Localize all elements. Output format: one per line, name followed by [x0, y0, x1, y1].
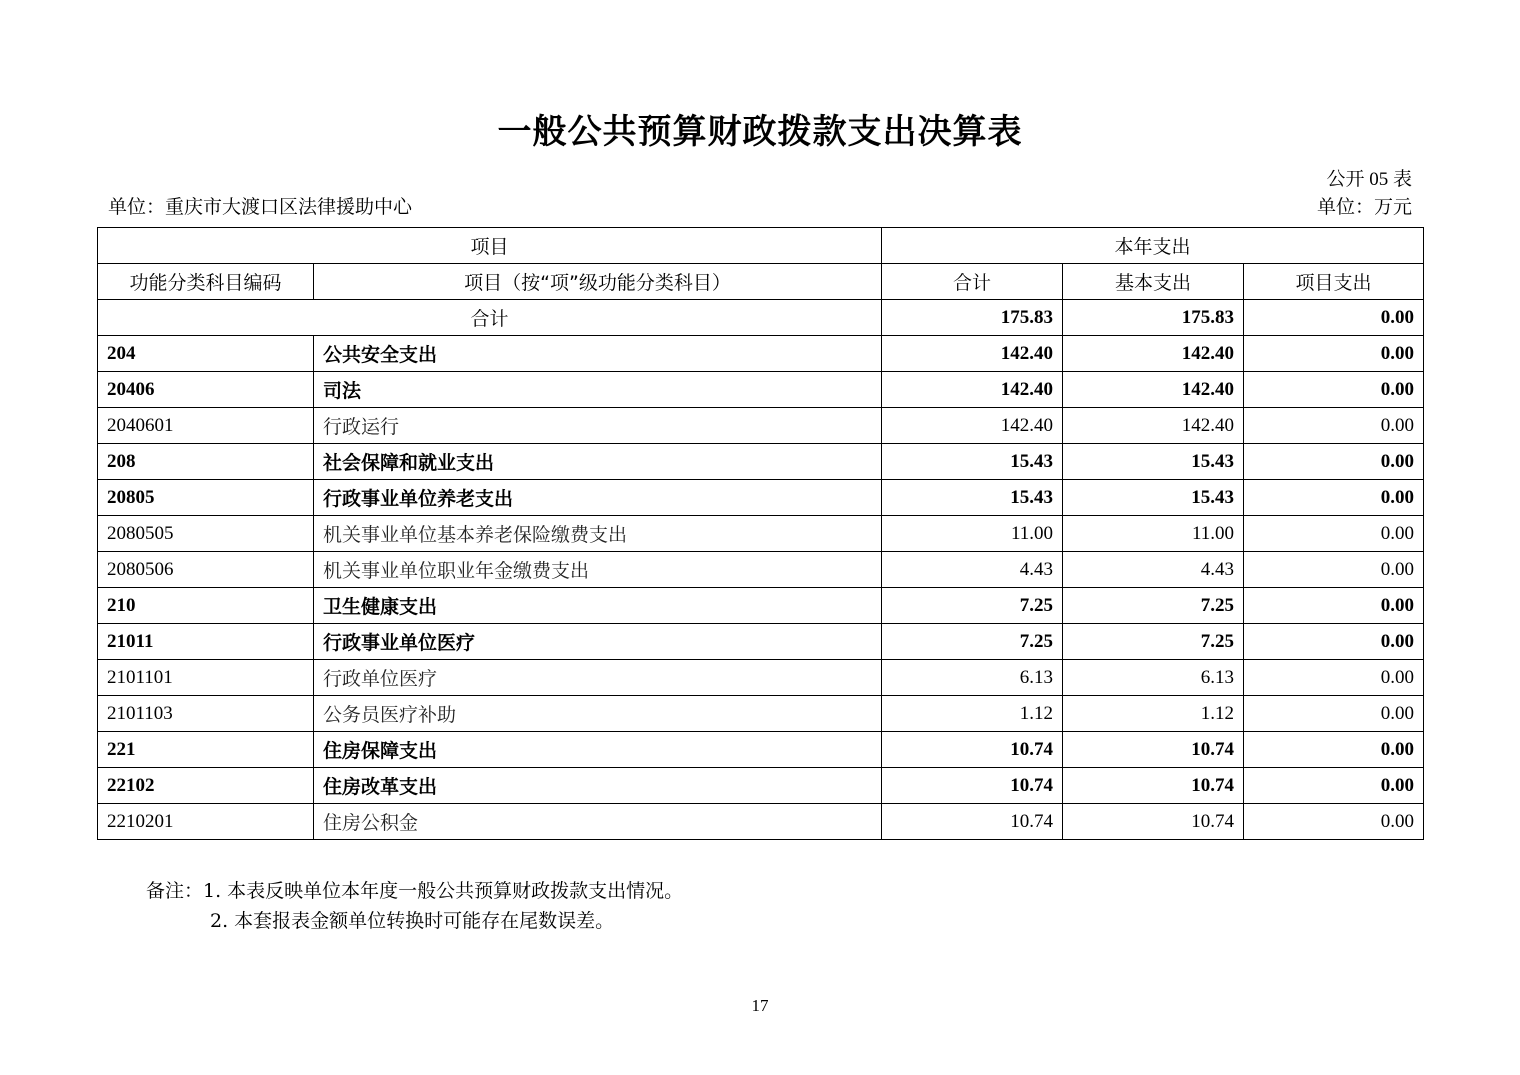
- row-name: 行政单位医疗: [314, 660, 882, 696]
- row-name: 公共安全支出: [314, 336, 882, 372]
- row-total: 142.40: [882, 336, 1063, 372]
- row-project: 0.00: [1244, 660, 1424, 696]
- unit-currency: 单位：万元: [1316, 196, 1412, 218]
- row-basic: 7.25: [1063, 588, 1244, 624]
- unit-organization: 单位：重庆市大渡口区法律援助中心: [108, 196, 413, 218]
- row-project: 0.00: [1244, 444, 1424, 480]
- row-project: 0.00: [1244, 804, 1424, 840]
- row-total: 142.40: [882, 372, 1063, 408]
- header-basic: 基本支出: [1063, 264, 1244, 300]
- row-total: 142.40: [882, 408, 1063, 444]
- row-basic: 142.40: [1063, 408, 1244, 444]
- row-name: 机关事业单位职业年金缴费支出: [314, 552, 882, 588]
- table-row: [98, 552, 1424, 588]
- table-row: [98, 732, 1424, 768]
- row-code: 210: [98, 588, 314, 624]
- total-amount: 175.83: [882, 300, 1063, 336]
- row-code: 20805: [98, 480, 314, 516]
- row-name: 行政事业单位养老支出: [314, 480, 882, 516]
- row-total: 1.12: [882, 696, 1063, 732]
- page-number: 17: [751, 996, 769, 1015]
- row-project: 0.00: [1244, 372, 1424, 408]
- row-total: 4.43: [882, 552, 1063, 588]
- row-project: 0.00: [1244, 624, 1424, 660]
- table-row: [98, 480, 1424, 516]
- row-name: 司法: [314, 372, 882, 408]
- table-row: [98, 768, 1424, 804]
- row-project: 0.00: [1244, 408, 1424, 444]
- row-basic: 4.43: [1063, 552, 1244, 588]
- table-row: [98, 624, 1424, 660]
- row-code: 2210201: [98, 804, 314, 840]
- row-basic: 1.12: [1063, 696, 1244, 732]
- total-basic: 175.83: [1063, 300, 1244, 336]
- header-row-2: [98, 264, 1424, 300]
- page-title: 一般公共预算财政拨款支出决算表: [497, 112, 1023, 152]
- row-basic: 11.00: [1063, 516, 1244, 552]
- table-row: [98, 660, 1424, 696]
- row-name: 行政运行: [314, 408, 882, 444]
- row-code: 204: [98, 336, 314, 372]
- row-basic: 10.74: [1063, 732, 1244, 768]
- header-project-expense: 项目支出: [1244, 264, 1424, 300]
- table-row: [98, 696, 1424, 732]
- row-project: 0.00: [1244, 696, 1424, 732]
- row-project: 0.00: [1244, 552, 1424, 588]
- row-code: 2080505: [98, 516, 314, 552]
- header-project: 项目: [98, 228, 882, 264]
- row-basic: 142.40: [1063, 336, 1244, 372]
- table-row: [98, 336, 1424, 372]
- row-total: 11.00: [882, 516, 1063, 552]
- row-project: 0.00: [1244, 336, 1424, 372]
- row-code: 20406: [98, 372, 314, 408]
- row-basic: 15.43: [1063, 480, 1244, 516]
- row-total: 15.43: [882, 480, 1063, 516]
- table-row: [98, 588, 1424, 624]
- table-row: [98, 444, 1424, 480]
- row-code: 22102: [98, 768, 314, 804]
- form-number: 公开 05 表: [1326, 169, 1412, 190]
- row-name: 卫生健康支出: [314, 588, 882, 624]
- row-name: 住房公积金: [314, 804, 882, 840]
- total-label: 合计: [98, 300, 882, 336]
- row-basic: 10.74: [1063, 768, 1244, 804]
- row-name: 行政事业单位医疗: [314, 624, 882, 660]
- row-name: 住房保障支出: [314, 732, 882, 768]
- table-row: [98, 804, 1424, 840]
- row-name: 住房改革支出: [314, 768, 882, 804]
- row-basic: 10.74: [1063, 804, 1244, 840]
- row-project: 0.00: [1244, 768, 1424, 804]
- expenditure-table: [97, 227, 1424, 840]
- row-code: 2101101: [98, 660, 314, 696]
- header-row-1: [98, 228, 1424, 264]
- row-code: 2040601: [98, 408, 314, 444]
- total-project: 0.00: [1244, 300, 1424, 336]
- table-row: [98, 372, 1424, 408]
- header-total: 合计: [882, 264, 1063, 300]
- note-2: 2. 本套报表金额单位转换时可能存在尾数误差。: [210, 910, 615, 932]
- row-code: 208: [98, 444, 314, 480]
- row-code: 2101103: [98, 696, 314, 732]
- row-basic: 7.25: [1063, 624, 1244, 660]
- notes: [146, 876, 683, 936]
- row-basic: 6.13: [1063, 660, 1244, 696]
- row-code: 2080506: [98, 552, 314, 588]
- table-row: [98, 408, 1424, 444]
- header-code: 功能分类科目编码: [98, 264, 314, 300]
- header-current-year: 本年支出: [882, 228, 1424, 264]
- row-total: 10.74: [882, 804, 1063, 840]
- table-row: [98, 516, 1424, 552]
- row-project: 0.00: [1244, 588, 1424, 624]
- row-total: 7.25: [882, 624, 1063, 660]
- row-basic: 15.43: [1063, 444, 1244, 480]
- row-name: 社会保障和就业支出: [314, 444, 882, 480]
- row-name: 机关事业单位基本养老保险缴费支出: [314, 516, 882, 552]
- row-total: 6.13: [882, 660, 1063, 696]
- note-1: 1. 本表反映单位本年度一般公共预算财政拨款支出情况。: [203, 880, 684, 902]
- notes-prefix: 备注：: [146, 880, 204, 902]
- row-total: 15.43: [882, 444, 1063, 480]
- row-name: 公务员医疗补助: [314, 696, 882, 732]
- row-total: 10.74: [882, 768, 1063, 804]
- row-project: 0.00: [1244, 480, 1424, 516]
- row-basic: 142.40: [1063, 372, 1244, 408]
- row-total: 10.74: [882, 732, 1063, 768]
- row-code: 221: [98, 732, 314, 768]
- row-total: 7.25: [882, 588, 1063, 624]
- row-project: 0.00: [1244, 732, 1424, 768]
- total-row: [98, 300, 1424, 336]
- row-code: 21011: [98, 624, 314, 660]
- header-name: 项目（按“项”级功能分类科目）: [314, 264, 882, 300]
- row-project: 0.00: [1244, 516, 1424, 552]
